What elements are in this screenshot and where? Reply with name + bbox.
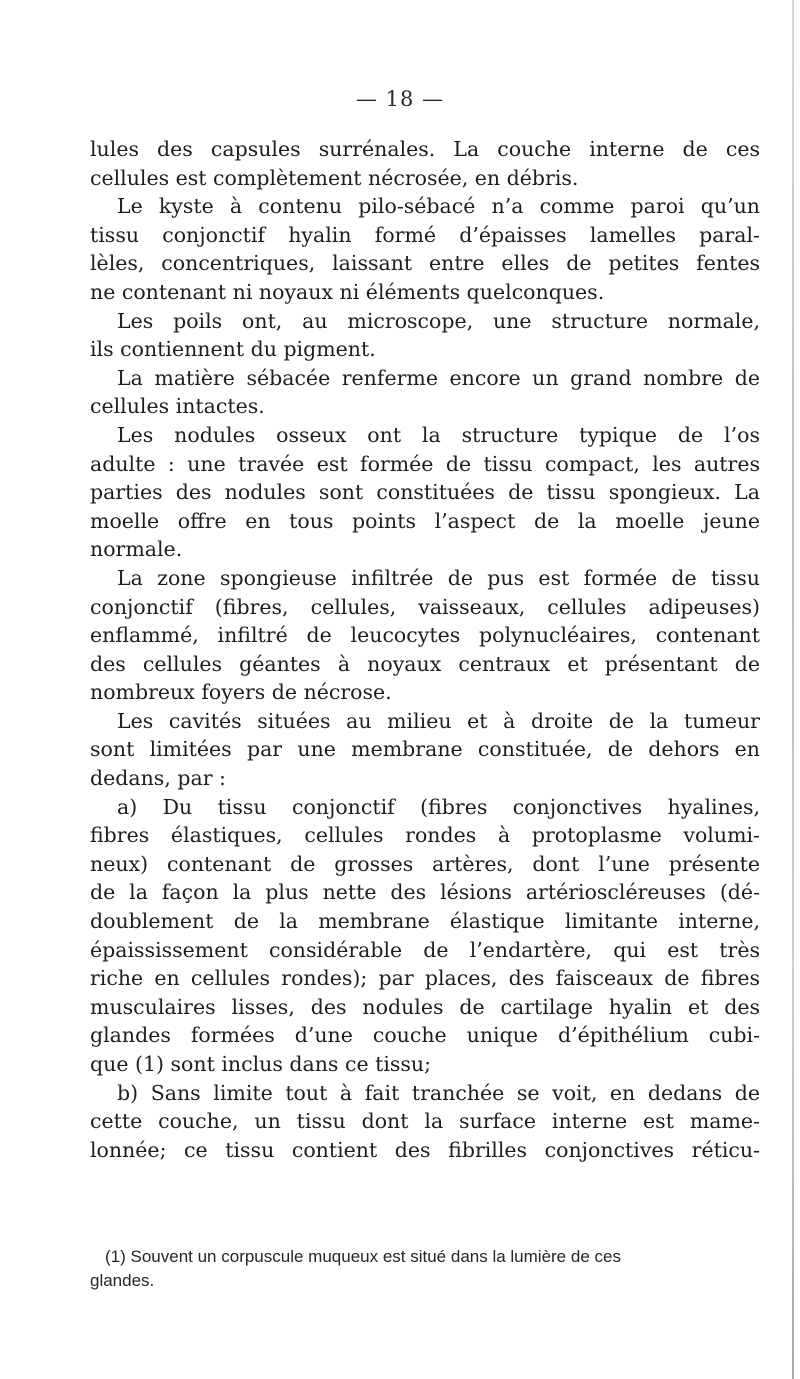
body-text — [90, 135, 760, 1164]
text-line-11: Les nodules osseux ont la structure typique de l’os — [117, 422, 760, 447]
text-line-5: lèles, concentriques, laissant entre elles de petites fentes — [90, 251, 760, 276]
text-line-1: lules des capsules surrénales. La couche interne de ces — [90, 137, 760, 161]
text-line-13: parties des nodules sont constituées de tissu spongieux. La — [90, 480, 760, 505]
text-line-31: musculaires lisses, des nodules de cartilage hyalin et des — [90, 994, 760, 1019]
footnote — [90, 1245, 760, 1293]
text-line-4: tissu conjonctif hyalin formé d’épaisses lamelles paral- — [90, 222, 760, 247]
text-line-33: que (1) sont inclus dans ce tissu; — [90, 1052, 432, 1076]
text-line-19: des cellules géantes à noyaux centraux et présentant de — [90, 651, 760, 676]
text-line-2: cellules est complètement nécrosée, en débris. — [90, 165, 579, 190]
text-line-15: normale. — [90, 537, 183, 562]
text-line-18: enflammé, infiltré de leucocytes polynucléaires, contenant — [90, 623, 760, 648]
text-line-6: ne contenant ni noyaux ni éléments quelconques. — [90, 279, 605, 304]
text-line-9: La matière sébacée renferme encore un grand nombre de — [117, 365, 760, 390]
text-line-32: glandes formées d’une couche unique d’épithélium cubi- — [90, 1023, 760, 1048]
text-line-10: cellules intactes. — [90, 394, 265, 419]
text-line-24: a) Du tissu conjonctif (fibres conjonctives hyalines, — [117, 794, 760, 819]
text-line-34: b) Sans limite tout à fait tranchée se voit, en dedans de — [117, 1080, 760, 1105]
text-line-36: lonnée; ce tissu contient des fibrilles conjonctives réticu- — [90, 1137, 760, 1162]
text-line-22: sont limitées par une membrane constituée, de dehors en — [90, 737, 760, 762]
footnote-line-2: glandes. — [90, 1271, 155, 1290]
text-line-3: Le kyste à contenu pilo-sébacé n’a comme paroi qu’un — [117, 194, 760, 219]
text-line-29: épaississement considérable de l’endartère, qui est très — [90, 937, 760, 962]
text-line-14: moelle offre en tous points l’aspect de la moelle jeune — [90, 508, 760, 533]
footnote-line-1: (1) Souvent un corpuscule muqueux est situé dans la lumière de ces — [105, 1247, 621, 1266]
text-line-28: doublement de la membrane élastique limitante interne, — [90, 909, 760, 934]
text-line-25: fibres élastiques, cellules rondes à protoplasme volumi- — [90, 823, 760, 848]
text-line-21: Les cavités situées au milieu et à droite de la tumeur — [117, 708, 760, 733]
text-line-26: neux) contenant de grosses artères, dont l’une présente — [90, 851, 760, 876]
text-line-12: adulte : une travée est formée de tissu compact, les autres — [90, 451, 760, 476]
text-line-27: de la façon la plus nette des lésions artérioscléreuses (dé- — [90, 880, 760, 905]
text-line-17: conjonctif (fibres, cellules, vaisseaux, cellules adipeuses) — [90, 594, 760, 619]
text-line-23: dedans, par : — [90, 766, 226, 791]
text-line-16: La zone spongieuse infiltrée de pus est formée de tissu — [117, 565, 760, 590]
text-line-8: ils contiennent du pigment. — [90, 337, 376, 362]
text-line-30: riche en cellules rondes); par places, des faisceaux de fibres — [90, 966, 760, 991]
text-line-35: cette couche, un tissu dont la surface interne est mame- — [90, 1109, 760, 1134]
scan-edge-shadow — [792, 0, 794, 1379]
text-line-7: Les poils ont, au microscope, une structure normale, — [117, 308, 760, 333]
text-line-20: nombreux foyers de nécrose. — [90, 680, 392, 705]
page-number: — 18 — — [355, 87, 445, 111]
